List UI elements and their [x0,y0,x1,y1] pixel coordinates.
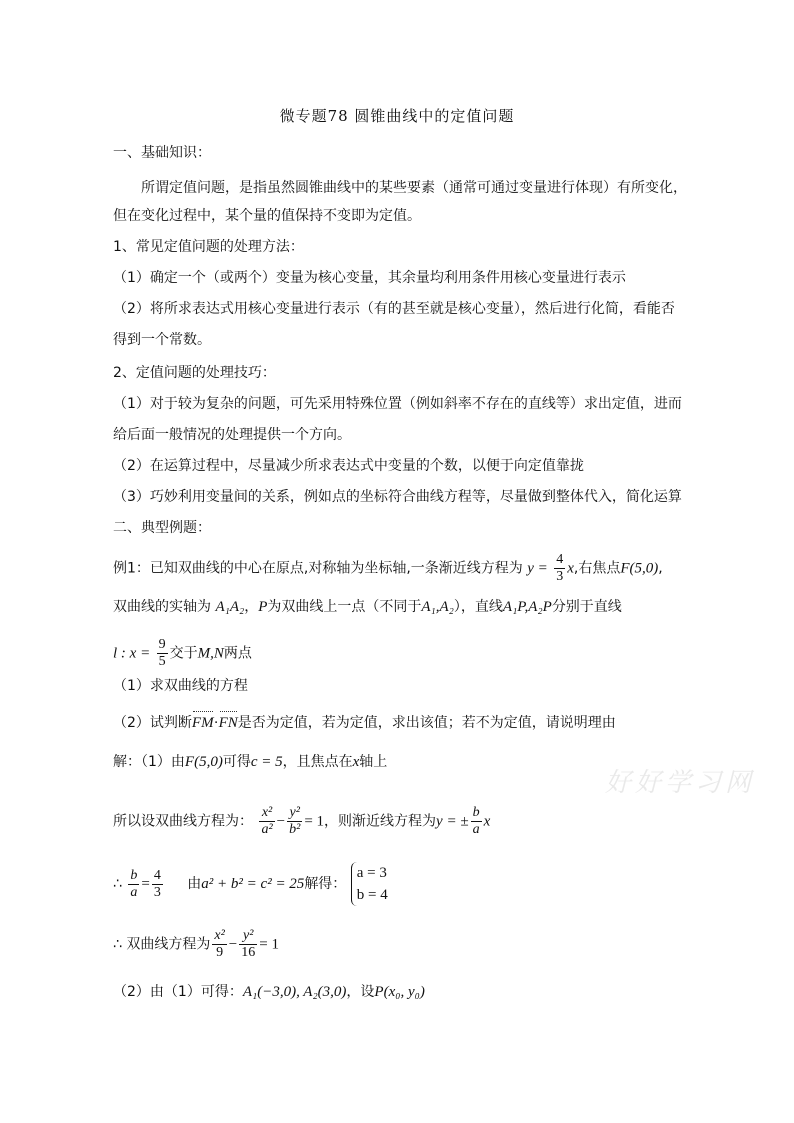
a-value: a = 3 [356,865,387,881]
page-title: 微专题78 圆锥曲线中的定值问题 [279,107,515,125]
fraction-denominator: 3 [556,569,564,584]
solution-line1 [113,752,387,772]
technique-item-2: （2）在运算过程中，尽量减少所求表达式中变量的个数，以便于向定值靠拢 [113,458,584,474]
question-1: （1）求双曲线的方程 [113,678,248,694]
fraction-numerator: y² [239,928,257,945]
fraction-numerator: b [472,805,480,820]
asymptote-lhs: y = [527,560,548,577]
solution-text: 解得： [304,876,347,892]
method-item-1: （1）确定一个（或两个）变量为核心变量，其余量均利用条件用核心变量进行表示 [113,270,626,286]
fraction-numerator: 4 [556,552,564,567]
section-heading-examples: 二、典型例题： [113,520,211,536]
fraction-denominator: a [130,884,138,900]
fraction-4-3 [152,868,163,901]
intro-paragraph-line2: 但在变化过程中，某个量的值保持不变即为定值。 [113,208,421,224]
equals-one: = 1 [259,936,279,953]
example1-text-a2: ,右焦点 [573,560,621,577]
focus-point: F(5,0) [184,754,223,770]
fraction-denominator: 5 [158,654,166,669]
solution-text: ，设 [346,984,375,1000]
fraction-denominator: 16 [241,945,256,960]
solution-line3 [113,862,388,906]
focus-point: F(5,0) [620,560,659,577]
fraction-4-3 [554,552,565,585]
points-a1-a2: A₁,A₂ [421,599,454,615]
minus-sign: − [228,936,238,953]
solution-text: 所以设双曲线方程为： [113,813,253,830]
example1-line3 [113,637,252,670]
fraction-denominator: b² [289,822,301,837]
technique-item-1-line2: 给后面一般情况的处理提供一个方向。 [113,427,351,443]
watermark: 好好学习网 [605,768,756,798]
fraction-numerator: x² [259,805,274,822]
fraction-numerator: 4 [153,867,161,883]
example1-text-c2: 交于 [169,645,198,662]
method-item-2-line1: （2）将所求表达式用核心变量进行表示（有的甚至就是核心变量），然后进行化简，看能否 [113,301,675,317]
method-item-2-line2: 得到一个常数。 [113,332,211,348]
question-2-prefix: （2）试判断 [113,715,192,731]
fraction-y2-b2 [287,805,302,838]
example1-line2 [113,597,622,617]
fraction-b-a [471,805,482,838]
solution-text: ，则渐近线方程为 [324,813,437,830]
comma: , [658,560,663,577]
vector-fn: FN [218,715,238,731]
question-2-suffix: 是否为定值，若为定值，求出该值；若不为定值，请说明理由 [237,715,616,731]
asymptote-lhs: y = ± [436,813,469,830]
fraction-denominator: 9 [216,945,224,960]
vertex-points: A₁(−3,0), A₂(3,0) [242,984,347,1000]
example1-text-a1: 例1：已知双曲线的中心在原点,对称轴为坐标轴,一条渐近线方程为 [113,560,523,577]
methods-heading: 1、常见定值问题的处理方法： [113,239,304,255]
point-p: P [258,599,268,615]
solution-system [351,862,388,906]
fraction-denominator: 3 [153,884,161,900]
solution-text: ，且焦点在 [282,754,353,770]
section-heading-basics: 一、基础知识： [113,145,211,161]
vector-fm: FM [191,715,214,731]
fraction-y2-16 [239,928,257,961]
therefore-symbol: ∴ [113,876,122,892]
fraction-denominator: a [472,822,480,837]
asymptote-var: x [567,560,574,577]
lines-a1p-a2p: A₁P,A₂P [502,599,552,615]
real-axis: A₁A₂ [215,599,245,615]
example1-text-b1: 双曲线的实轴为 [113,599,211,615]
fraction-denominator: a² [261,822,273,837]
point-p: P(x₀, y₀) [374,984,425,1000]
solution-line5 [113,982,425,1002]
example1-text-b5: 分别于直线 [551,599,622,615]
therefore-symbol: ∴ [113,936,122,953]
fraction-9-5 [157,637,168,670]
line-l-lhs: l : x = [113,645,151,662]
intro-paragraph-line1: 所谓定值问题，是指虽然圆锥曲线中的某些要素（通常可通过变量进行体现）有所变化， [141,180,687,196]
points-m-n: M,N [197,645,224,662]
b-value: b = 4 [356,887,388,903]
equals-sign: = [141,876,150,892]
question-2 [113,713,616,733]
equals-one: = 1 [304,813,325,830]
comma: ， [244,599,259,615]
minus-sign: − [276,813,286,830]
fraction-numerator: b [130,867,138,883]
solution-text: 可得 [222,754,251,770]
x-var: x [352,754,360,770]
technique-item-3: （3）巧妙利用变量间的关系，例如点的坐标符合曲线方程等，尽量做到整体代入，简化运算 [113,489,682,505]
solution-text: 双曲线方程为 [126,936,211,953]
c-value: c = 5 [250,754,283,770]
solution-prefix: 解：（1）由 [113,754,185,770]
techniques-heading: 2、定值问题的处理技巧： [113,365,276,381]
solution-line2 [113,805,490,838]
solution-line4 [113,928,279,961]
solution-text: 由 [187,876,202,892]
solution-text: 轴上 [359,754,388,770]
dot-operator: · [213,715,219,731]
example1-text-b3: 为双曲线上一点（不同于 [267,599,422,615]
fraction-numerator: y² [287,805,302,822]
example1-line1 [113,552,663,585]
fraction-numerator: 9 [158,637,166,652]
technique-item-1-line1: （1）对于较为复杂的问题，可先采用特殊位置（例如斜率不存在的直线等）求出定值，进而 [113,396,682,412]
example1-text-c3: 两点 [223,645,252,662]
fraction-x2-a2 [259,805,274,838]
example1-text-b4: ），直线 [453,599,503,615]
x-var: x [483,813,491,830]
fraction-numerator: x² [214,928,225,943]
fraction-x2-9 [212,928,226,961]
pythagorean-relation: a² + b² = c² = 25 [201,876,305,892]
solution-text: （2）由（1）可得： [113,984,243,1000]
fraction-b-a [128,868,139,901]
